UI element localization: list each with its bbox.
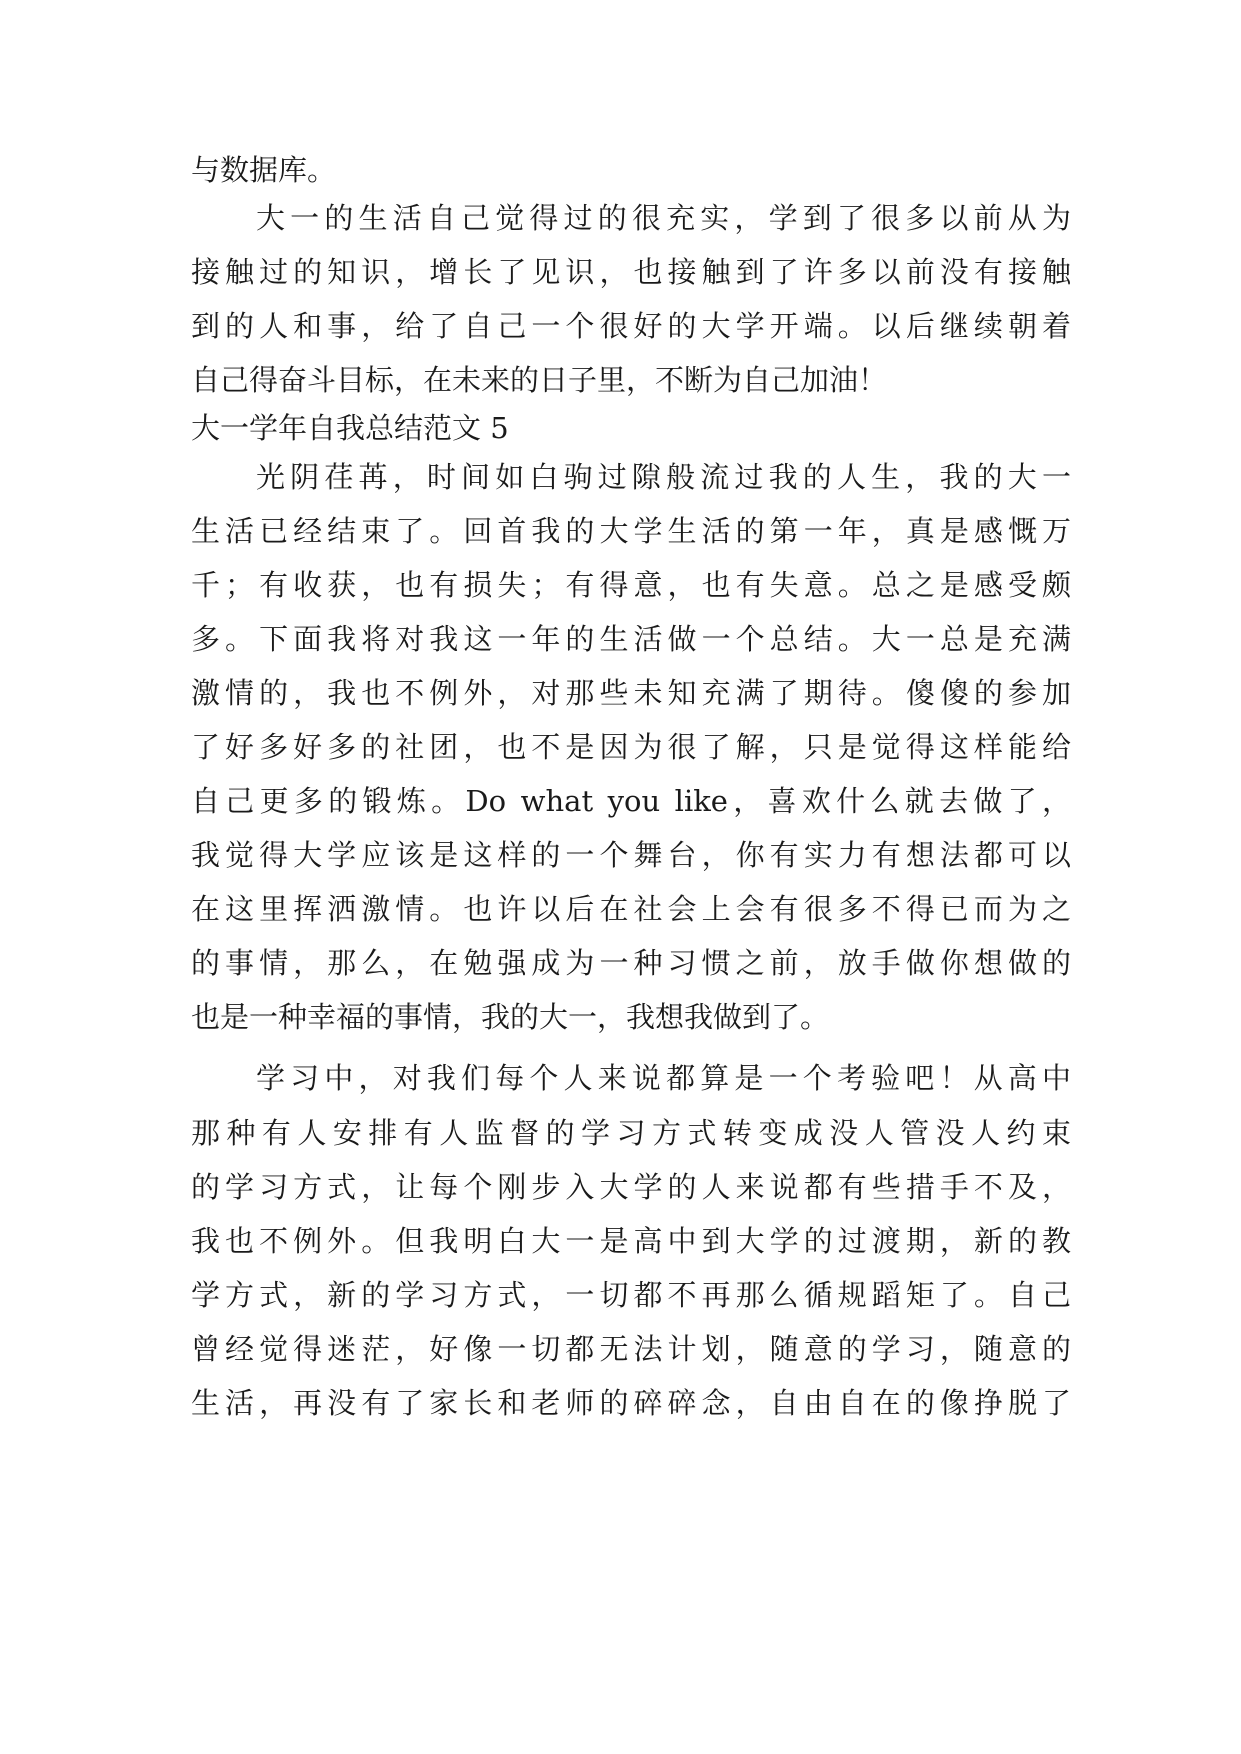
paragraph-line: 生活，再没有了家长和老师的碎碎念，自由自在的像挣脱了: [191, 1386, 1071, 1420]
paragraph-line: 的事情，那么，在勉强成为一种习惯之前，放手做你想做的: [191, 946, 1071, 980]
section-heading: 大一学年自我总结范文 5: [191, 411, 509, 445]
paragraph-line: 曾经觉得迷茫，好像一切都无法计划，随意的学习，随意的: [191, 1332, 1071, 1366]
paragraph-line: 在这里挥洒激情。也许以后在社会上会有很多不得已而为之: [191, 892, 1071, 926]
paragraph-line: 大一的生活自己觉得过的很充实，学到了很多以前从为: [256, 201, 1071, 235]
paragraph-line: 学习中，对我们每个人来说都算是一个考验吧！从高中: [256, 1061, 1071, 1095]
paragraph-line: 也是一种幸福的事情，我的大一，我想我做到了。: [191, 1000, 830, 1034]
paragraph-line: 激情的，我也不例外，对那些未知充满了期待。傻傻的参加: [191, 676, 1071, 710]
paragraph-line: 我觉得大学应该是这样的一个舞台，你有实力有想法都可以: [191, 838, 1071, 872]
paragraph-line: 千；有收获，也有损失；有得意，也有失意。总之是感受颇: [191, 568, 1071, 602]
paragraph-line: 自己更多的锻炼。Do what you like，喜欢什么就去做了，: [191, 784, 1071, 818]
paragraph-line: 了好多好多的社团，也不是因为很了解，只是觉得这样能给: [191, 730, 1071, 764]
paragraph-line: 那种有人安排有人监督的学习方式转变成没人管没人约束: [191, 1116, 1071, 1150]
paragraph-line: 生活已经结束了。回首我的大学生活的第一年，真是感慨万: [191, 514, 1071, 548]
paragraph-line: 我也不例外。但我明白大一是高中到大学的过渡期，新的教: [191, 1224, 1071, 1258]
paragraph-line: 自己得奋斗目标，在未来的日子里，不断为自己加油！: [191, 363, 888, 397]
paragraph-line: 的学习方式，让每个刚步入大学的人来说都有些措手不及，: [191, 1170, 1071, 1204]
paragraph-line: 与数据库。: [191, 153, 337, 187]
paragraph-line: 接触过的知识，增长了见识，也接触到了许多以前没有接触: [191, 255, 1071, 289]
paragraph-line: 多。下面我将对我这一年的生活做一个总结。大一总是充满: [191, 622, 1071, 656]
paragraph-line: 光阴荏苒，时间如白驹过隙般流过我的人生，我的大一: [256, 460, 1071, 494]
paragraph-line: 到的人和事，给了自己一个很好的大学开端。以后继续朝着: [191, 309, 1071, 343]
paragraph-line: 学方式，新的学习方式，一切都不再那么循规蹈矩了。自己: [191, 1278, 1071, 1312]
